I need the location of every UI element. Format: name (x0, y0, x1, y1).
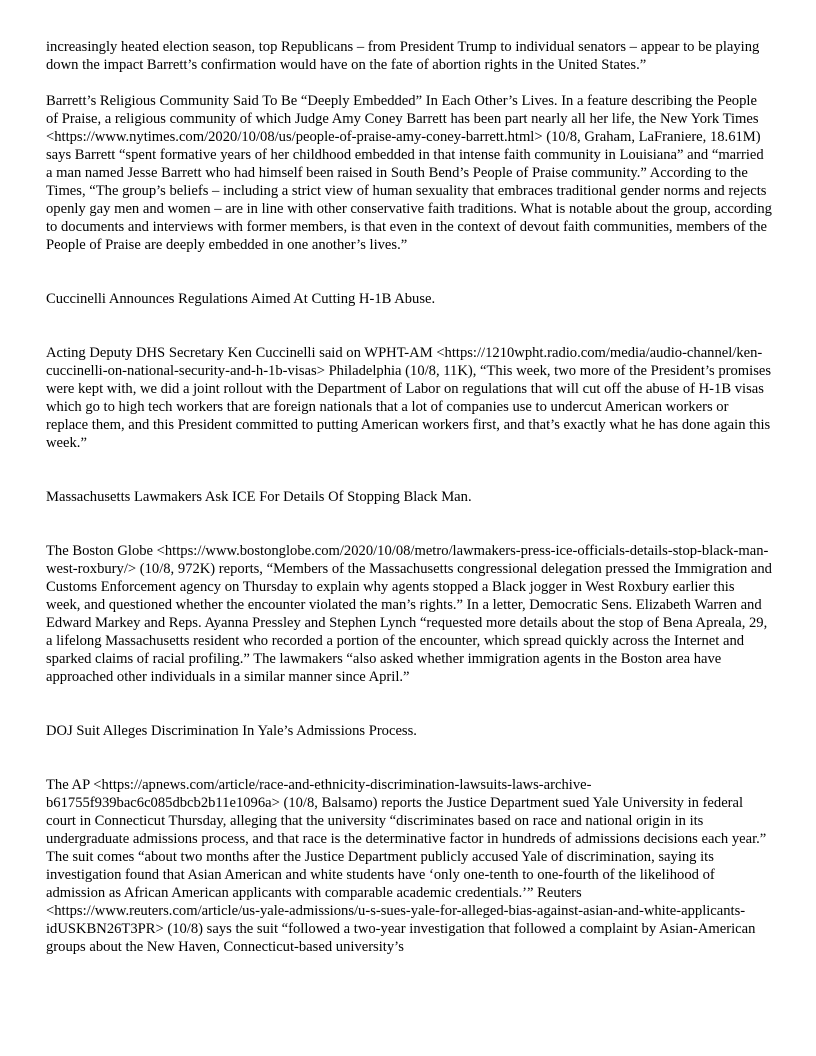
paragraph-abortion-rights-continuation: increasingly heated election season, top Republicans – from President Trump to individual senators – appear to be playing down the impact Barrett’s confirmation would have on the fate of abortion rights in the United States.” (46, 39, 760, 73)
headline-doj-yale: DOJ Suit Alleges Discrimination In Yale’s Admissions Process. (46, 723, 417, 739)
headline-cuccinelli-h1b: Cuccinelli Announces Regulations Aimed At Cutting H-1B Abuse. (46, 291, 436, 307)
paragraph-people-of-praise: Barrett’s Religious Community Said To Be “Deeply Embedded” In Each Other’s Lives. In a feature describing the People of Praise, a religious community of which Judge Amy Coney Barrett has been part nearly all her life, the New York Times <https://www.nytimes.com/2020/10/08/us/people-of-praise-amy-coney-barrett.html> (10/8, Graham, LaFraniere, 18.61M) says Barrett “spent formative years of her childhood embedded in that intense faith community in Louisiana” and “married a man named Jesse Barrett who had himself been raised in South Bend’s People of Praise community.” According to the Times, “The group’s beliefs – including a strict view of human sexuality that embraces traditional gender norms and rejects openly gay men and women – are in line with other conservative faith traditions. What is notable about the group, according to documents and interviews with former members, is that even in the context of devout faith communities, members of the People of Praise are deeply embedded in one another’s lives.” (46, 93, 772, 253)
paragraph-massachusetts-ice: The Boston Globe <https://www.bostonglobe.com/2020/10/08/metro/lawmakers-press-ice-officials-details-stop-black-man-west-roxbury/> (10/8, 972K) reports, “Members of the Massachusetts congressional delegation pressed the Immigration and Customs Enforcement agency on Thursday to explain why agents stopped a Black jogger in West Roxbury earlier this week, and questioned whether the encounter violated the man’s rights.” In a letter, Democratic Sens. Elizabeth Warren and Edward Markey and Reps. Ayanna Pressley and Stephen Lynch “requested more details about the stop of Bena Apreala, 29, a lifelong Massachusetts resident who recorded a portion of the encounter, which spread quickly across the Internet and sparked claims of racial profiling.” The lawmakers “also asked whether immigration agents in the Boston area have approached other individuals in a similar manner since April.” (46, 543, 772, 685)
paragraph-doj-yale: The AP <https://apnews.com/article/race-and-ethnicity-discrimination-lawsuits-laws-archive-b61755f939bac6c085dbcb2b11e1096a> (10/8, Balsamo) reports the Justice Department sued Yale University in federal court in Connecticut Thursday, alleging that the university “discriminates based on race and national origin in its undergraduate admissions process, and that race is the determinative factor in hundreds of admissions decisions each year.” The suit comes “about two months after the Justice Department publicly accused Yale of discrimination, saying its investigation found that Asian American and white students have ‘only one-tenth to one-fourth of the likelihood of admission as African American applicants with comparable academic credentials.’” Reuters <https://www.reuters.com/article/us-yale-admissions/u-s-sues-yale-for-alleged-bias-against-asian-and-white-applicants-idUSKBN26T3PR> (10/8) says the suit “followed a two-year investigation that followed a complaint by Asian-American groups about the New Haven, Connecticut-based university’s (46, 777, 767, 955)
headline-massachusetts-ice: Massachusetts Lawmakers Ask ICE For Details Of Stopping Black Man. (46, 489, 472, 505)
document-page (46, 38, 772, 974)
paragraph-cuccinelli-h1b: Acting Deputy DHS Secretary Ken Cuccinelli said on WPHT-AM <https://1210wpht.radio.com/media/audio-channel/ken-cuccinelli-on-national-security-and-h-1b-visas> Philadelphia (10/8, 11K), “This week, two more of the President’s promises were kept with, we did a joint rollout with the Department of Labor on regulations that will cut off the abuse of H-1B visas which go to high tech workers that are foreign nationals that a lot of companies use to undercut American workers or replace them, and this President committed to putting American workers first, and that’s exactly what he has done again this week.” (46, 345, 772, 451)
